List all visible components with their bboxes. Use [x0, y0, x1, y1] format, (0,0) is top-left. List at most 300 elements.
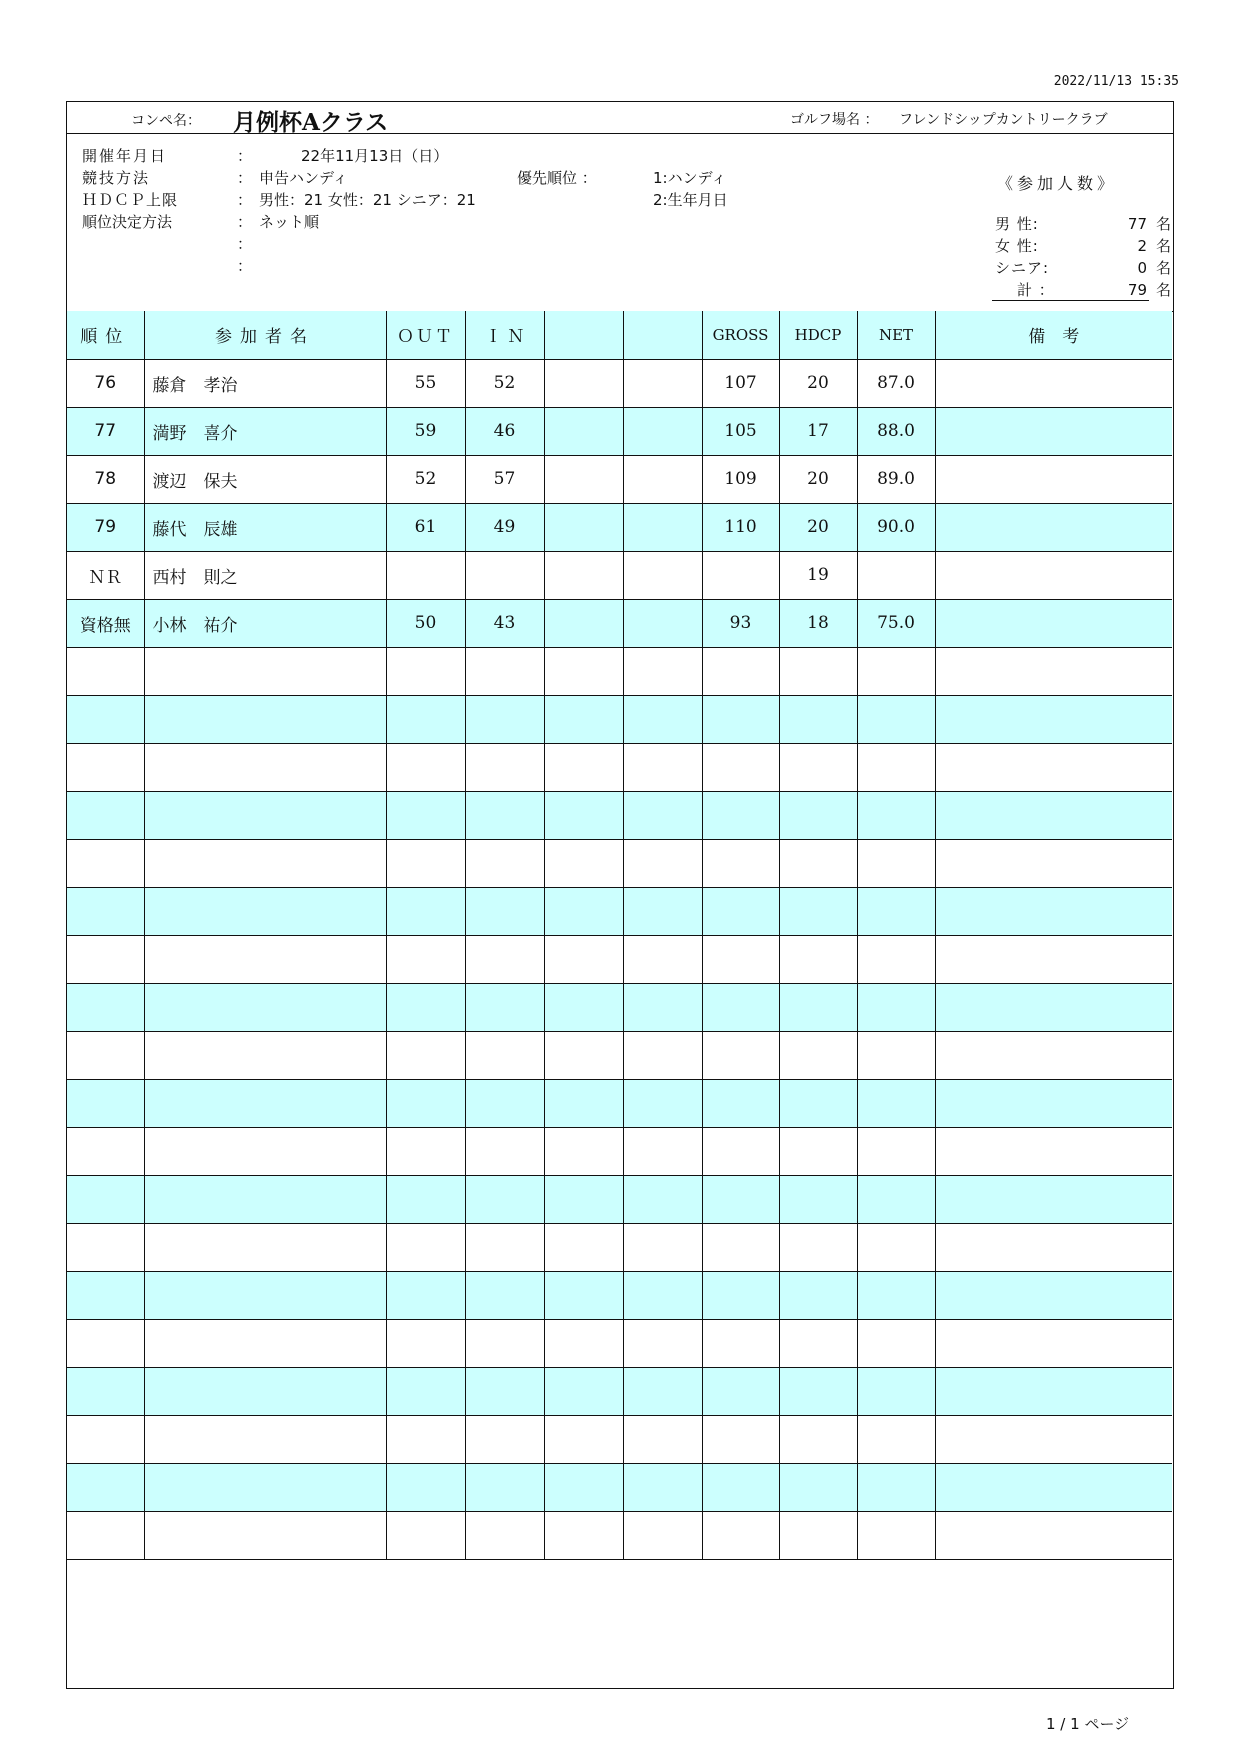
empty-cell: [144, 1127, 386, 1175]
empty-table-row: [67, 695, 1172, 743]
empty-cell: [623, 839, 702, 887]
empty-cell: [144, 647, 386, 695]
empty-cell: [623, 887, 702, 935]
blank-cell: [623, 503, 702, 551]
empty-cell: [702, 1079, 779, 1127]
empty-cell: [465, 1031, 544, 1079]
empty-cell: [144, 1415, 386, 1463]
empty-cell: [935, 887, 1172, 935]
priority-2: 2:生年月日: [653, 191, 728, 209]
competition-label: コンペ名：: [131, 113, 201, 129]
empty-cell: [386, 983, 465, 1031]
empty-table-row: [67, 1463, 1172, 1511]
empty-cell: [544, 1463, 623, 1511]
table-row: [67, 551, 1172, 599]
empty-cell: [857, 695, 935, 743]
col-out: ＯＵＴ: [386, 311, 465, 359]
empty-cell: [623, 791, 702, 839]
participants-female: 女 性: 2 名: [995, 237, 1171, 255]
empty-cell: [67, 1415, 144, 1463]
empty-cell: [465, 647, 544, 695]
blank-cell: [544, 551, 623, 599]
empty-cell: [623, 983, 702, 1031]
empty-cell: [935, 743, 1172, 791]
title-row: [67, 102, 1173, 134]
empty-cell: [465, 1463, 544, 1511]
competition-name: 月例杯Aクラス: [233, 109, 389, 136]
empty-cell: [702, 1271, 779, 1319]
empty-cell: [702, 1175, 779, 1223]
participants-total: 計 ： 79 名: [1017, 281, 1171, 299]
empty-cell: [465, 983, 544, 1031]
empty-cell: [857, 1319, 935, 1367]
empty-cell: [623, 1511, 702, 1559]
empty-cell: [144, 887, 386, 935]
net-cell: 75.0: [857, 599, 935, 647]
empty-cell: [386, 743, 465, 791]
course-label: ゴルフ場名 ：: [790, 112, 879, 128]
rank-cell: 77: [67, 407, 144, 455]
empty-cell: [144, 743, 386, 791]
empty-cell: [544, 935, 623, 983]
gross-cell: 110: [702, 503, 779, 551]
hdcp-value: 男性：21 女性：21 シニア：21: [259, 191, 476, 209]
empty-cell: [544, 743, 623, 791]
in-cell: 49: [465, 503, 544, 551]
empty-cell: [67, 1463, 144, 1511]
empty-cell: [702, 695, 779, 743]
empty-cell: [702, 1319, 779, 1367]
empty-cell: [623, 1031, 702, 1079]
blank-cell: [623, 455, 702, 503]
empty-table-row: [67, 887, 1172, 935]
empty-cell: [67, 791, 144, 839]
hdcp-cell: 17: [779, 407, 857, 455]
empty-cell: [935, 791, 1172, 839]
empty-cell: [857, 1271, 935, 1319]
gross-cell: 109: [702, 455, 779, 503]
empty-cell: [702, 1367, 779, 1415]
empty-cell: [67, 1271, 144, 1319]
name-cell: 満野 喜介: [144, 407, 386, 455]
in-cell: [465, 551, 544, 599]
empty-table-row: [67, 1367, 1172, 1415]
empty-cell: [935, 1127, 1172, 1175]
participants-title: 《参加人数》: [997, 174, 1118, 193]
empty-table-row: [67, 1031, 1172, 1079]
empty-cell: [67, 1175, 144, 1223]
out-cell: [386, 551, 465, 599]
course-name: フレンドシップカントリークラブ: [899, 112, 1108, 128]
empty-cell: [465, 839, 544, 887]
in-cell: 46: [465, 407, 544, 455]
empty-cell: [465, 1319, 544, 1367]
rank-cell: 79: [67, 503, 144, 551]
empty-cell: [144, 839, 386, 887]
empty-cell: [779, 983, 857, 1031]
empty-cell: [935, 1463, 1172, 1511]
empty-cell: [702, 839, 779, 887]
empty-table-row: [67, 1223, 1172, 1271]
empty-cell: [779, 1511, 857, 1559]
date-label: 開催年月日: [82, 147, 168, 165]
empty-cell: [544, 887, 623, 935]
empty-cell: [623, 1127, 702, 1175]
empty-cell: [386, 1223, 465, 1271]
empty-cell: [935, 1319, 1172, 1367]
empty-cell: [544, 1367, 623, 1415]
col-in: Ｉ Ｎ: [465, 311, 544, 359]
empty-cell: [67, 983, 144, 1031]
empty-table-row: [67, 791, 1172, 839]
note-cell: [935, 551, 1172, 599]
name-cell: 藤代 辰雄: [144, 503, 386, 551]
empty-cell: [386, 647, 465, 695]
empty-cell: [779, 1079, 857, 1127]
empty-cell: [465, 743, 544, 791]
empty-cell: [144, 1223, 386, 1271]
empty-table-row: [67, 647, 1172, 695]
empty-cell: [465, 791, 544, 839]
empty-cell: [465, 1127, 544, 1175]
empty-cell: [544, 1079, 623, 1127]
empty-cell: [935, 935, 1172, 983]
out-cell: 55: [386, 359, 465, 407]
gross-cell: 107: [702, 359, 779, 407]
empty-cell: [144, 1079, 386, 1127]
empty-cell: [935, 1031, 1172, 1079]
empty-cell: [144, 1319, 386, 1367]
net-cell: 87.0: [857, 359, 935, 407]
empty-cell: [144, 1463, 386, 1511]
empty-cell: [544, 1127, 623, 1175]
blank-cell: [544, 503, 623, 551]
blank-cell: [623, 407, 702, 455]
participants-senior: シニア: 0 名: [995, 259, 1171, 277]
empty-cell: [67, 935, 144, 983]
empty-cell: [544, 1319, 623, 1367]
note-cell: [935, 455, 1172, 503]
empty-cell: [935, 1175, 1172, 1223]
name-cell: 渡辺 保夫: [144, 455, 386, 503]
table-row: [67, 455, 1172, 503]
empty-cell: [623, 935, 702, 983]
empty-cell: [386, 1415, 465, 1463]
method-value: 申告ハンディ: [259, 169, 348, 187]
participants-male: 男 性: 77 名: [995, 215, 1171, 233]
ranking-value: ネット順: [259, 213, 320, 231]
empty-cell: [779, 935, 857, 983]
empty-cell: [779, 1127, 857, 1175]
col-rank: 順位: [67, 311, 144, 359]
gross-cell: 105: [702, 407, 779, 455]
empty-cell: [544, 791, 623, 839]
empty-cell: [779, 839, 857, 887]
note-cell: [935, 503, 1172, 551]
empty-cell: [935, 1271, 1172, 1319]
empty-cell: [623, 1223, 702, 1271]
empty-cell: [544, 647, 623, 695]
net-cell: 89.0: [857, 455, 935, 503]
empty-cell: [857, 839, 935, 887]
blank-cell: [623, 599, 702, 647]
ranking-label: 順位決定方法: [82, 213, 173, 231]
empty-cell: [702, 983, 779, 1031]
blank-cell: [623, 359, 702, 407]
empty-cell: [702, 791, 779, 839]
empty-cell: [144, 1271, 386, 1319]
col-blank-2: [623, 311, 702, 359]
net-cell: 90.0: [857, 503, 935, 551]
empty-table-row: [67, 1175, 1172, 1223]
empty-cell: [67, 1031, 144, 1079]
empty-cell: [702, 1415, 779, 1463]
empty-cell: [857, 1175, 935, 1223]
empty-cell: [465, 935, 544, 983]
empty-cell: [779, 887, 857, 935]
col-note: 備 考: [935, 311, 1172, 359]
hdcp-cell: 18: [779, 599, 857, 647]
empty-cell: [544, 1175, 623, 1223]
rank-cell: ＮＲ: [67, 551, 144, 599]
note-cell: [935, 599, 1172, 647]
empty-cell: [544, 983, 623, 1031]
blank-cell: [544, 359, 623, 407]
competition-info: 開催年月日 ： 22年11月13日（日） 競技方法 ： 申告ハンディ 優先順位 ： 1:ハンディ ＨＤＣＰ上限 ： 男性：21 女性：21 シニア：21 2:生年月日 順位決定方法 ： ネット順 ： ： 《参加人数》 男 性: 77 名 女 性: 2 名 シニア: 0 名 計 ： 79 名: [67, 133, 1173, 312]
empty-cell: [935, 1079, 1172, 1127]
table-row: [67, 503, 1172, 551]
col-gross: GROSS: [702, 311, 779, 359]
empty-table-row: [67, 743, 1172, 791]
blank-cell: [623, 551, 702, 599]
blank-cell: [544, 599, 623, 647]
empty-cell: [144, 935, 386, 983]
empty-cell: [623, 647, 702, 695]
empty-cell: [386, 1463, 465, 1511]
empty-cell: [935, 983, 1172, 1031]
empty-cell: [67, 1367, 144, 1415]
empty-cell: [935, 839, 1172, 887]
empty-cell: [544, 1223, 623, 1271]
empty-cell: [857, 1511, 935, 1559]
name-cell: 藤倉 孝治: [144, 359, 386, 407]
out-cell: 59: [386, 407, 465, 455]
empty-cell: [857, 1367, 935, 1415]
empty-cell: [67, 695, 144, 743]
in-cell: 57: [465, 455, 544, 503]
empty-cell: [144, 1511, 386, 1559]
empty-cell: [623, 1367, 702, 1415]
empty-cell: [544, 1415, 623, 1463]
empty-cell: [386, 839, 465, 887]
empty-cell: [779, 1271, 857, 1319]
rank-cell: 78: [67, 455, 144, 503]
empty-table-row: [67, 983, 1172, 1031]
date-value: 22年11月13日（日）: [301, 147, 449, 165]
empty-cell: [857, 1031, 935, 1079]
rank-cell: 資格無: [67, 599, 144, 647]
empty-cell: [779, 1367, 857, 1415]
empty-cell: [386, 1271, 465, 1319]
empty-cell: [702, 1127, 779, 1175]
empty-cell: [702, 935, 779, 983]
empty-cell: [779, 695, 857, 743]
empty-cell: [623, 1079, 702, 1127]
empty-cell: [935, 1367, 1172, 1415]
empty-cell: [857, 647, 935, 695]
priority-label: 優先順位 ：: [517, 169, 597, 187]
empty-cell: [857, 1463, 935, 1511]
hdcp-label: ＨＤＣＰ上限: [82, 191, 179, 209]
empty-cell: [465, 1223, 544, 1271]
table-row: [67, 359, 1172, 407]
out-cell: 50: [386, 599, 465, 647]
empty-table-row: [67, 1511, 1172, 1559]
priority-1: 1:ハンディ: [653, 169, 727, 187]
empty-cell: [935, 1415, 1172, 1463]
empty-cell: [935, 1223, 1172, 1271]
empty-cell: [67, 1511, 144, 1559]
hdcp-cell: 20: [779, 359, 857, 407]
empty-cell: [544, 839, 623, 887]
empty-cell: [702, 647, 779, 695]
empty-table-row: [67, 1079, 1172, 1127]
printed-timestamp: 2022/11/13 15:35: [1053, 74, 1179, 89]
empty-cell: [67, 743, 144, 791]
empty-table-row: [67, 1415, 1172, 1463]
empty-cell: [386, 791, 465, 839]
empty-table-row: [67, 839, 1172, 887]
empty-cell: [623, 743, 702, 791]
empty-cell: [857, 1223, 935, 1271]
empty-cell: [386, 887, 465, 935]
hdcp-cell: 20: [779, 455, 857, 503]
empty-cell: [465, 1367, 544, 1415]
empty-cell: [386, 1175, 465, 1223]
col-net: NET: [857, 311, 935, 359]
empty-cell: [67, 647, 144, 695]
in-cell: 43: [465, 599, 544, 647]
empty-cell: [144, 1031, 386, 1079]
empty-cell: [67, 887, 144, 935]
empty-cell: [623, 1415, 702, 1463]
blank-cell: [544, 407, 623, 455]
empty-cell: [67, 839, 144, 887]
empty-cell: [386, 1367, 465, 1415]
empty-cell: [857, 983, 935, 1031]
empty-cell: [544, 1271, 623, 1319]
empty-cell: [779, 791, 857, 839]
empty-cell: [465, 887, 544, 935]
hdcp-cell: 19: [779, 551, 857, 599]
empty-cell: [857, 1079, 935, 1127]
empty-cell: [386, 1127, 465, 1175]
empty-cell: [465, 1079, 544, 1127]
empty-cell: [465, 695, 544, 743]
empty-cell: [935, 1511, 1172, 1559]
empty-cell: [702, 1463, 779, 1511]
empty-cell: [702, 1031, 779, 1079]
empty-cell: [386, 1319, 465, 1367]
empty-cell: [623, 1463, 702, 1511]
empty-cell: [779, 1031, 857, 1079]
empty-cell: [779, 1415, 857, 1463]
name-cell: 小林 祐介: [144, 599, 386, 647]
empty-cell: [386, 1031, 465, 1079]
empty-cell: [544, 695, 623, 743]
note-cell: [935, 407, 1172, 455]
empty-cell: [67, 1223, 144, 1271]
empty-cell: [779, 1463, 857, 1511]
empty-cell: [857, 791, 935, 839]
hdcp-cell: 20: [779, 503, 857, 551]
empty-cell: [623, 1319, 702, 1367]
results-table: [67, 311, 1172, 1560]
table-row: [67, 407, 1172, 455]
empty-cell: [465, 1175, 544, 1223]
empty-cell: [386, 695, 465, 743]
empty-table-row: [67, 935, 1172, 983]
empty-cell: [779, 743, 857, 791]
results-sheet: [66, 101, 1174, 1689]
empty-cell: [465, 1511, 544, 1559]
empty-table-row: [67, 1271, 1172, 1319]
empty-cell: [623, 1271, 702, 1319]
empty-cell: [623, 695, 702, 743]
page-number: 1 / 1 ページ: [1046, 1715, 1130, 1733]
empty-cell: [67, 1319, 144, 1367]
col-name: 参加者名: [144, 311, 386, 359]
table-row: [67, 599, 1172, 647]
empty-cell: [144, 1175, 386, 1223]
empty-cell: [386, 1511, 465, 1559]
note-cell: [935, 359, 1172, 407]
empty-cell: [465, 1415, 544, 1463]
empty-cell: [702, 743, 779, 791]
empty-table-row: [67, 1127, 1172, 1175]
empty-table-row: [67, 1319, 1172, 1367]
empty-cell: [144, 983, 386, 1031]
empty-cell: [702, 887, 779, 935]
empty-cell: [544, 1031, 623, 1079]
gross-cell: [702, 551, 779, 599]
col-blank-1: [544, 311, 623, 359]
net-cell: [857, 551, 935, 599]
empty-cell: [702, 1511, 779, 1559]
empty-cell: [857, 1127, 935, 1175]
empty-cell: [144, 1367, 386, 1415]
blank-cell: [544, 455, 623, 503]
empty-cell: [702, 1223, 779, 1271]
rank-cell: 76: [67, 359, 144, 407]
empty-cell: [779, 647, 857, 695]
out-cell: 61: [386, 503, 465, 551]
method-label: 競技方法: [82, 169, 151, 187]
name-cell: 西村 則之: [144, 551, 386, 599]
empty-cell: [857, 887, 935, 935]
empty-cell: [779, 1223, 857, 1271]
empty-cell: [857, 743, 935, 791]
empty-cell: [623, 1175, 702, 1223]
out-cell: 52: [386, 455, 465, 503]
empty-cell: [857, 1415, 935, 1463]
empty-cell: [935, 647, 1172, 695]
empty-cell: [67, 1127, 144, 1175]
empty-cell: [144, 791, 386, 839]
empty-cell: [386, 935, 465, 983]
empty-cell: [779, 1319, 857, 1367]
empty-cell: [544, 1511, 623, 1559]
